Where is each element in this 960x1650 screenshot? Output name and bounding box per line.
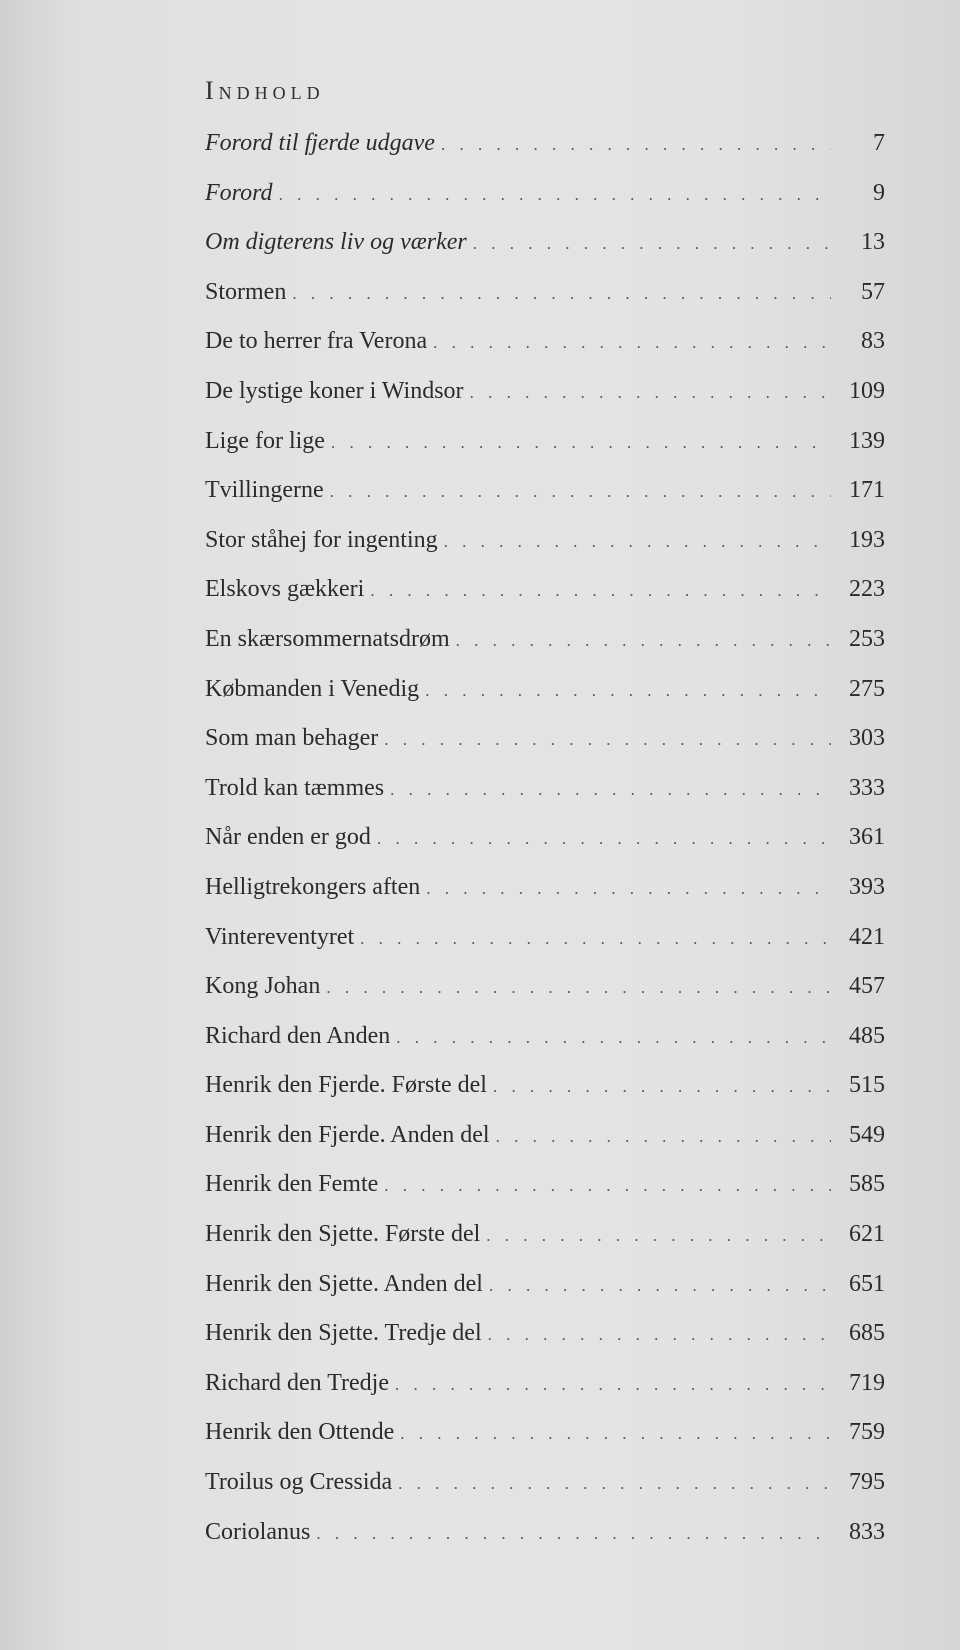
dot-leader	[316, 1525, 831, 1542]
toc-row	[205, 1222, 885, 1272]
dot-leader	[384, 1177, 831, 1194]
toc-entry-title: Coriolanus	[205, 1518, 311, 1545]
toc-page-number: 795	[849, 1469, 885, 1496]
toc-row	[205, 776, 885, 826]
toc-entry-title: Kong Johan	[205, 973, 321, 1000]
toc-entry-title: Helligtrekongers aften	[205, 873, 421, 900]
toc-row	[205, 577, 885, 627]
toc-page-number: 361	[849, 824, 885, 851]
toc-page-number: 275	[849, 675, 885, 702]
dot-leader	[496, 1128, 831, 1145]
toc-row	[205, 1272, 885, 1322]
toc-entry-title: Stor ståhej for ingenting	[205, 526, 438, 553]
toc-page-number: 83	[861, 328, 885, 355]
toc-page-number: 621	[849, 1221, 885, 1248]
toc-page-number: 485	[849, 1022, 885, 1049]
toc-entry-title: Henrik den Sjette. Første del	[205, 1221, 481, 1248]
toc-page-number: 549	[849, 1121, 885, 1148]
dot-leader	[331, 434, 831, 451]
dot-leader	[390, 781, 831, 798]
toc-row	[205, 1420, 885, 1470]
toc-page-number: 421	[849, 923, 885, 950]
dot-leader	[473, 235, 831, 252]
toc-row	[205, 1073, 885, 1123]
toc-page-number: 685	[849, 1320, 885, 1347]
dot-leader	[370, 582, 831, 599]
toc-entry-title: Forord til fjerde udgave	[205, 130, 435, 156]
toc-row	[205, 726, 885, 776]
toc-page-number: 193	[849, 526, 885, 553]
toc-page-number: 109	[849, 377, 885, 404]
toc-row	[205, 1371, 885, 1421]
dot-leader	[444, 533, 831, 550]
toc-row	[205, 1172, 885, 1222]
toc-row	[205, 825, 885, 875]
toc-page-number: 9	[873, 179, 885, 206]
toc-row	[205, 280, 885, 330]
toc-row	[205, 528, 885, 578]
toc-row	[205, 1470, 885, 1520]
dot-leader	[426, 880, 831, 897]
dot-leader	[395, 1376, 831, 1393]
dot-leader	[470, 384, 831, 401]
table-of-contents	[205, 131, 885, 1569]
toc-row	[205, 1520, 885, 1570]
toc-page-number: 171	[849, 477, 885, 504]
dot-leader	[398, 1475, 831, 1492]
toc-row	[205, 230, 885, 280]
dot-leader	[360, 930, 831, 947]
toc-entry-title: Lige for lige	[205, 427, 325, 454]
dot-leader	[330, 483, 831, 500]
dot-leader	[377, 830, 831, 847]
toc-page-number: 139	[849, 427, 885, 454]
toc-entry-title: Om digterens liv og værker	[205, 229, 467, 256]
toc-page-number: 515	[849, 1072, 885, 1099]
dot-leader	[292, 285, 831, 302]
dot-leader	[456, 632, 831, 649]
toc-row	[205, 1024, 885, 1074]
toc-page-number: 585	[849, 1171, 885, 1198]
toc-page-number: 759	[849, 1419, 885, 1446]
dot-leader	[486, 1227, 831, 1244]
dot-leader	[433, 334, 831, 351]
toc-entry-title: De lystige koner i Windsor	[205, 377, 464, 404]
toc-row	[205, 131, 885, 181]
toc-page-number: 651	[849, 1270, 885, 1297]
toc-page-number: 833	[849, 1518, 885, 1545]
dot-leader	[326, 979, 831, 996]
toc-entry-title: Trold kan tæmmes	[205, 774, 385, 801]
toc-row	[205, 1321, 885, 1371]
toc-entry-title: Vintereventyret	[205, 923, 355, 950]
toc-entry-title: Henrik den Fjerde. Anden del	[205, 1121, 490, 1148]
toc-page-number: 303	[849, 725, 885, 752]
toc-entry-title: Henrik den Ottende	[205, 1419, 395, 1446]
toc-entry-title: Forord	[205, 179, 273, 206]
dot-leader	[441, 136, 831, 153]
toc-page-number: 57	[861, 278, 885, 305]
toc-entry-title: Når enden er god	[205, 824, 371, 851]
toc-entry-title: Henrik den Femte	[205, 1171, 379, 1198]
dot-leader	[489, 1277, 831, 1294]
toc-entry-title: Henrik den Fjerde. Første del	[205, 1072, 487, 1099]
toc-entry-title: En skærsommernatsdrøm	[205, 625, 450, 652]
toc-page-number: 393	[849, 873, 885, 900]
toc-page-number: 13	[861, 229, 885, 256]
dot-leader	[400, 1425, 831, 1442]
toc-page-number: 719	[849, 1369, 885, 1396]
toc-page-number: 253	[849, 625, 885, 652]
toc-row	[205, 1123, 885, 1173]
toc-entry-title: Som man behager	[205, 725, 379, 752]
toc-row	[205, 925, 885, 975]
toc-entry-title: Henrik den Sjette. Anden del	[205, 1270, 483, 1297]
toc-entry-title: De to herrer fra Verona	[205, 328, 428, 355]
dot-leader	[279, 186, 831, 203]
toc-page-number: 457	[849, 973, 885, 1000]
toc-entry-title: Stormen	[205, 278, 287, 305]
toc-row	[205, 429, 885, 479]
page-title: Indhold	[205, 76, 325, 105]
toc-row	[205, 677, 885, 727]
toc-row	[205, 181, 885, 231]
toc-entry-title: Elskovs gækkeri	[205, 576, 365, 603]
toc-entry-title: Tvillingerne	[205, 477, 324, 504]
toc-page-number: 7	[873, 130, 885, 156]
toc-entry-title: Købmanden i Venedig	[205, 675, 420, 702]
toc-entry-title: Henrik den Sjette. Tredje del	[205, 1320, 482, 1347]
toc-row	[205, 379, 885, 429]
toc-entry-title: Richard den Anden	[205, 1022, 391, 1049]
toc-row	[205, 974, 885, 1024]
toc-row	[205, 478, 885, 528]
toc-page-number: 333	[849, 774, 885, 801]
toc-entry-title: Troilus og Cressida	[205, 1469, 393, 1496]
dot-leader	[488, 1326, 831, 1343]
dot-leader	[425, 682, 831, 699]
toc-page-number: 223	[849, 576, 885, 603]
dot-leader	[384, 731, 831, 748]
dot-leader	[493, 1078, 831, 1095]
toc-row	[205, 329, 885, 379]
dot-leader	[396, 1029, 831, 1046]
toc-row	[205, 627, 885, 677]
toc-row	[205, 875, 885, 925]
toc-entry-title: Richard den Tredje	[205, 1369, 389, 1396]
